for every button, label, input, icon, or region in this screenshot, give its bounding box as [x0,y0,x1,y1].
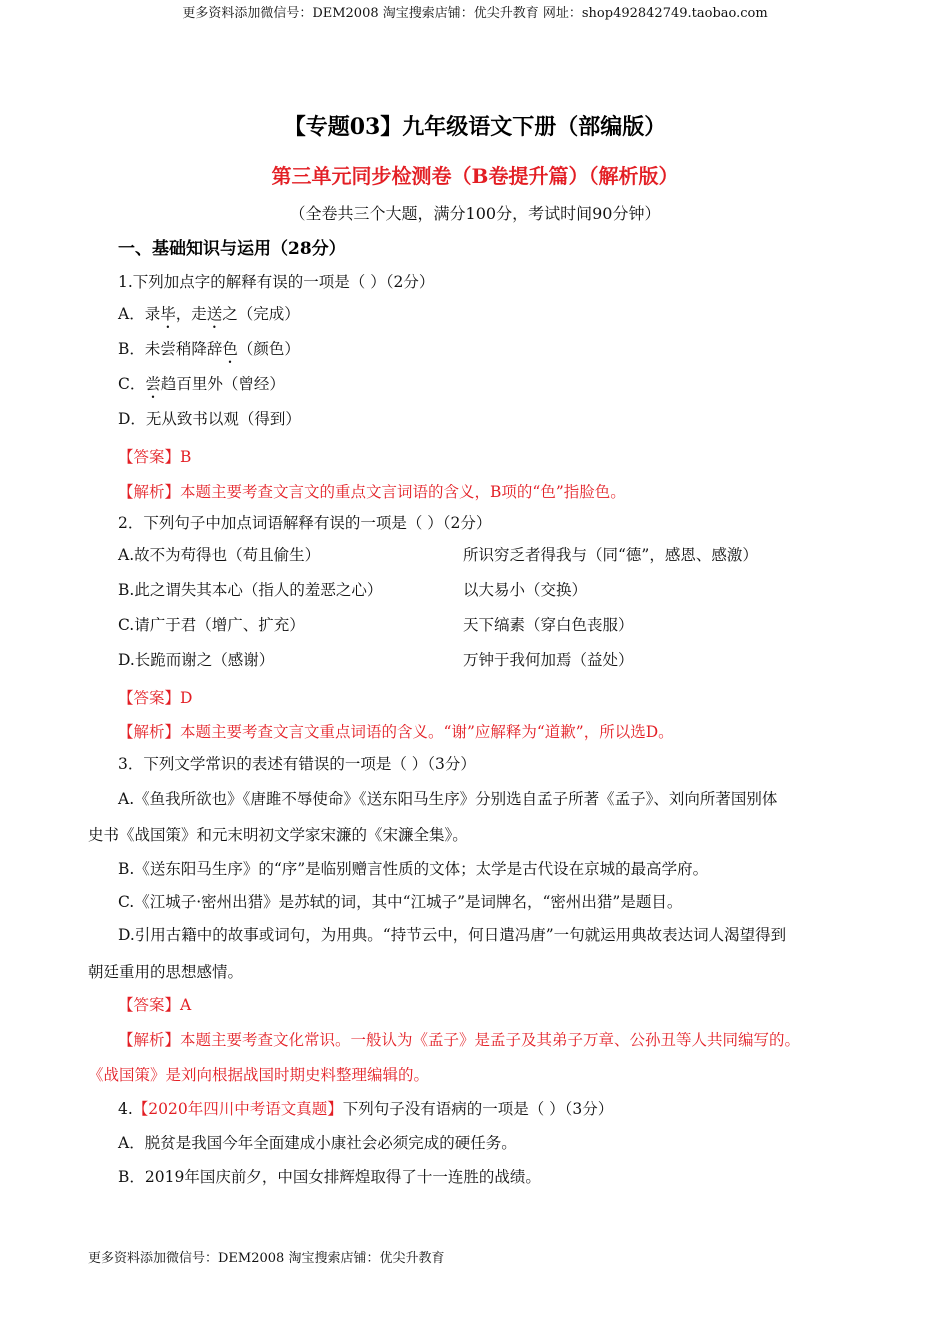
q1-option-d: D．无从致书以观（得到） [118,410,301,428]
q3-option-d: D.引用古籍中的故事或词句，为用典。“持节云中，何日遣冯唐”一句就运用典故表达词人渴望得到 [118,926,787,944]
q3-answer: 【答案】A [118,996,192,1014]
q2-row-right: 所识穷乏者得我与（同“德”，感恩、感激） [463,546,758,564]
q3-analysis: 【解析】本题主要考查文化常识。一般认为《孟子》是孟子及其弟子万章、公孙丑等人共同编写的。 [118,1031,801,1049]
q3-option-b: B.《送东阳马生序》的“序”是临别赠言性质的文体；太学是古代设在京城的最高学府。 [118,860,709,878]
q3-option-d-cont: 朝廷重用的思想感情。 [88,963,244,981]
q2-analysis: 【解析】本题主要考查文言文重点词语的含义。“谢”应解释为“道歉”，所以选D。 [118,723,674,741]
q1-option-b: B．未尝稍降辞色（颜色） [118,340,300,358]
q2-row-right: 万钟于我何加焉（益处） [463,651,634,669]
page-footer: 更多资料添加微信号：DEM2008 淘宝搜索店铺：优尖升教育 [88,1251,445,1266]
q2-stem: 2．下列句子中加点词语解释有误的一项是（ ）（2分） [118,514,492,532]
q2-row-left: B.此之谓失其本心（指人的羞恶之心） [118,581,383,599]
document-subtitle: 第三单元同步检测卷（B卷提升篇）（解析版） [271,164,679,188]
q1-option-a: A．录毕，走送之（完成） [118,305,300,323]
q1-stem: 1.下列加点字的解释有误的一项是（ ）（2分） [118,273,435,291]
q2-row-left: D.长跪而谢之（感谢） [118,651,275,669]
q2-answer: 【答案】D [118,689,193,707]
q3-option-a-cont: 史书《战国策》和元末明初文学家宋濂的《宋濂全集》。 [88,826,468,844]
q3-analysis-cont: 《战国策》是刘向根据战国时期史料整理编辑的。 [88,1066,430,1084]
q2-row-left: A.故不为苟得也（苟且偷生） [118,546,321,564]
q4-option-a: A．脱贫是我国今年全面建成小康社会必须完成的硬任务。 [118,1134,517,1152]
q2-row-left: C.请广于君（增广、扩充） [118,616,305,634]
q3-option-c: C.《江城子·密州出猎》是苏轼的词，其中“江城子”是词牌名，“密州出猎”是题目。 [118,893,683,911]
section-heading: 一、基础知识与运用（28分） [118,239,346,259]
document-title: 【专题03】九年级语文下册（部编版） [283,114,667,140]
q1-analysis: 【解析】本题主要考查文言文的重点文言词语的含义，B项的“色”指脸色。 [118,483,626,501]
page-header: 更多资料添加微信号：DEM2008 淘宝搜索店铺：优尖升教育 网址：shop492842749.taobao.com [182,6,768,21]
q3-option-a: A.《鱼我所欲也》《唐雎不辱使命》《送东阳马生序》分别选自孟子所著《孟子》、刘向所著国别体 [118,790,778,808]
q2-row-right: 天下缟素（穿白色丧服） [463,616,634,634]
exam-note: （全卷共三个大题，满分100分，考试时间90分钟） [289,204,661,223]
q1-option-c: C．尝趋百里外（曾经） [118,375,285,393]
q4-stem: 4.【2020年四川中考语文真题】下列句子没有语病的一项是（ ）（3分） [118,1100,614,1118]
q3-stem: 3．下列文学常识的表述有错误的一项是（ ）（3分） [118,755,476,773]
q1-answer: 【答案】B [118,448,192,466]
q2-row-right: 以大易小（交换） [463,581,588,599]
q4-option-b: B．2019年国庆前夕，中国女排辉煌取得了十一连胜的战绩。 [118,1168,541,1186]
